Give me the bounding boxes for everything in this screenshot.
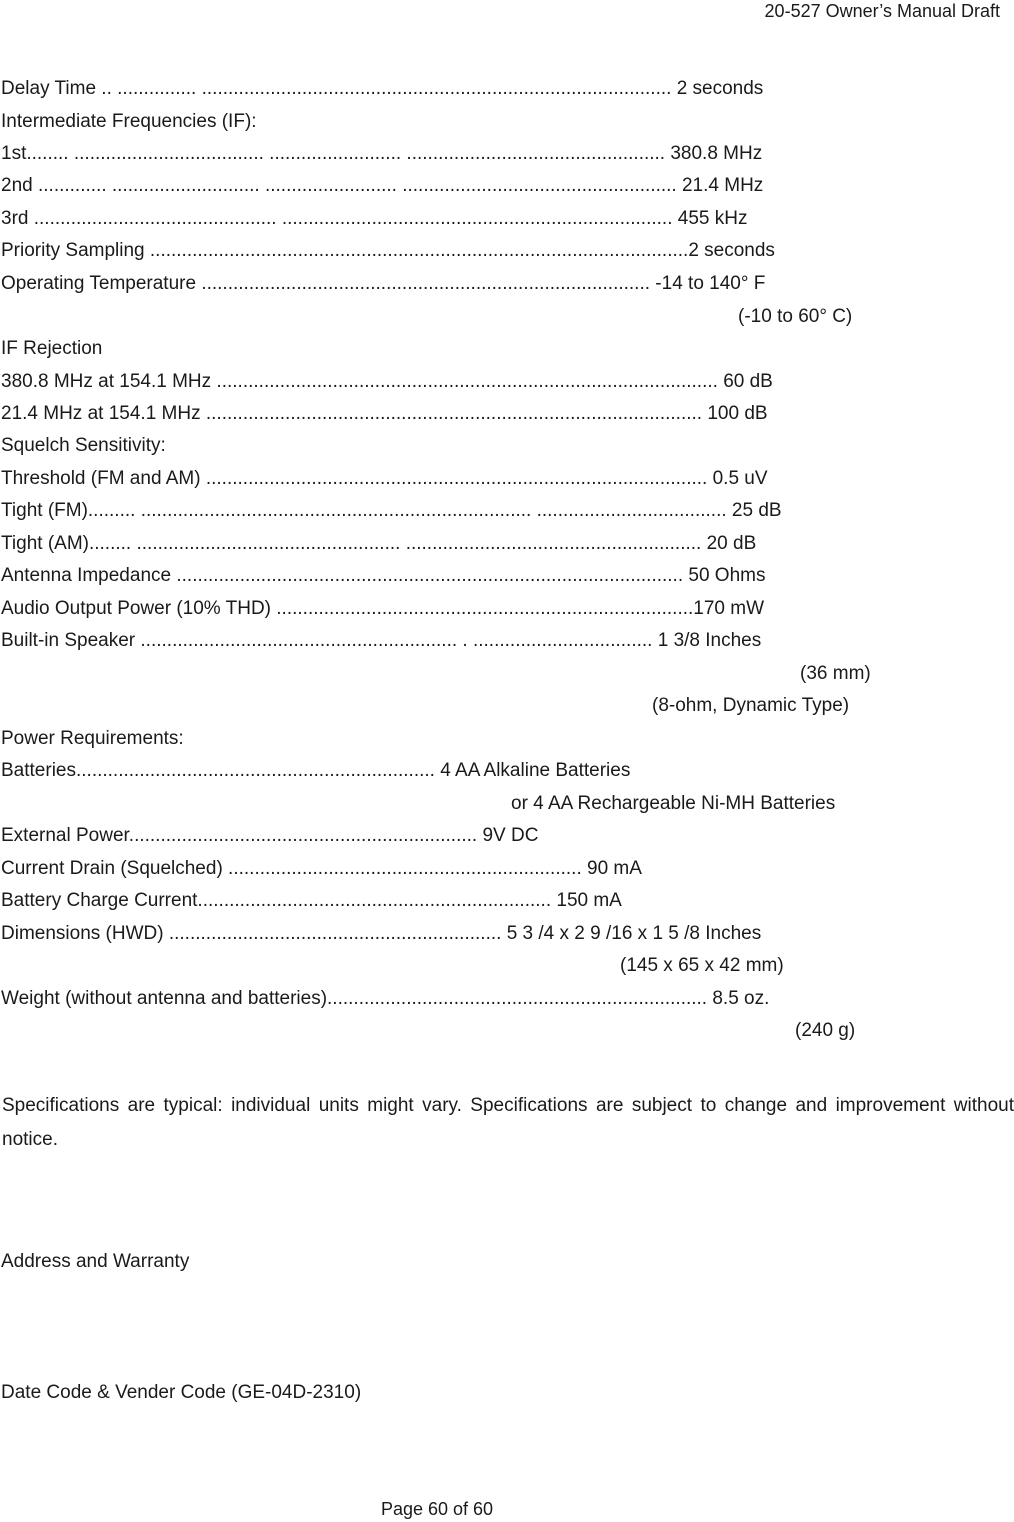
spec-line: 2nd ............. ............................ ......................... .................................................... 21.4 MHz: [1, 175, 764, 196]
spec-line-continuation: (145 x 65 x 42 mm): [620, 955, 784, 976]
spec-line-continuation: or 4 AA Rechargeable Ni-MH Batteries: [511, 793, 836, 814]
spec-line: Operating Temperature ..................................................................................... -14 to 140° F: [1, 273, 766, 294]
page-header-title: 20-527 Owner’s Manual Draft: [764, 1, 1000, 21]
spec-line: Weight (without antenna and batteries)........................................................................ 8.5 oz.: [1, 988, 770, 1009]
spec-line-continuation: (-10 to 60° C): [738, 306, 853, 327]
page-number: Page 60 of 60: [380, 1499, 494, 1519]
date-vender-code: Date Code & Vender Code (GE-04D-2310): [1, 1382, 362, 1403]
section-label: IF Rejection: [1, 338, 103, 359]
spec-line: Dimensions (HWD) ............................................................... 5 3 /4 x 2 9 /16 x 1 5 /8 Inches: [1, 923, 762, 944]
spec-line-continuation: (8-ohm, Dynamic Type): [652, 695, 850, 716]
spec-line: 3rd .............................................. .......................................................................... 455 kHz: [1, 208, 748, 229]
page-footer: [0, 1498, 1014, 1520]
spec-line: Built-in Speaker ............................................................ . .................................. 1 3/8 Inches: [1, 630, 762, 651]
specifications-notice: Specifications are typical: individual units might vary. Specifications are subject to change and improvement without notice.: [2, 1095, 1014, 1150]
spec-line: Audio Output Power (10% THD) ...............................................................................170 mW: [1, 598, 765, 619]
spec-line: Current Drain (Squelched) ................................................................... 90 mA: [1, 858, 642, 879]
spec-line: External Power.................................................................. 9V DC: [1, 825, 539, 846]
spec-line: Threshold (FM and AM) ............................................................................................... 0.5 uV: [1, 468, 768, 489]
spec-line: Batteries.................................................................... 4 AA Alkaline Batteries: [1, 760, 631, 781]
spec-line-continuation: (240 g): [795, 1020, 856, 1041]
spec-line: Intermediate Frequencies (IF):: [1, 111, 257, 132]
spec-line: Tight (FM)......... .......................................................................... .................................... 25 dB: [1, 500, 782, 521]
spec-line: Delay Time .. ............... ......................................................................................... 2 seconds: [1, 78, 764, 99]
section-label: Squelch Sensitivity:: [1, 435, 166, 456]
spec-line: 21.4 MHz at 154.1 MHz .............................................................................................. 100 dB: [1, 403, 768, 424]
spec-line: Antenna Impedance ................................................................................................ 50 Ohms: [1, 565, 766, 586]
section-label: Power Requirements:: [1, 728, 184, 749]
spec-line: Priority Sampling ......................................................................................................2 seconds: [1, 240, 775, 261]
spec-line: Battery Charge Current................................................................... 150 mA: [1, 890, 622, 911]
spec-line: 1st........ .................................... ......................... ................................................. 380.8 MHz: [1, 143, 763, 164]
spec-line: 380.8 MHz at 154.1 MHz ............................................................................................... 60 dB: [1, 371, 773, 392]
spec-line: Tight (AM)........ .................................................. ........................................................ 20 dB: [1, 533, 757, 554]
address-warranty-heading: Address and Warranty: [1, 1251, 190, 1272]
spec-line-continuation: (36 mm): [800, 663, 871, 684]
